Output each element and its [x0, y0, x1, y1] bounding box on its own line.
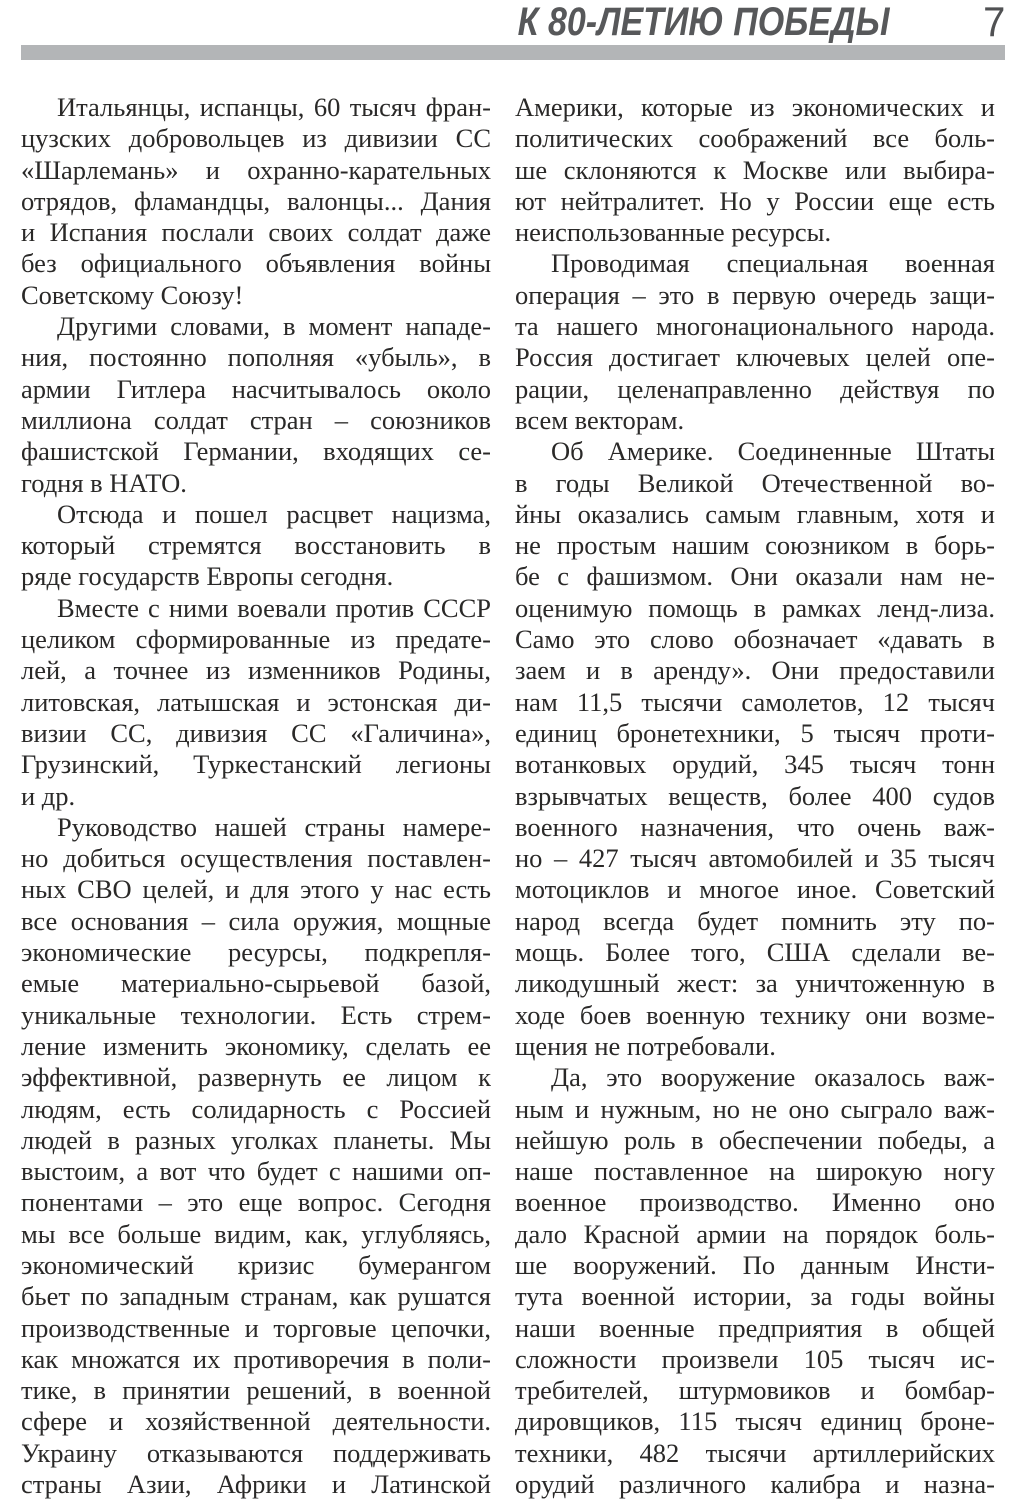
text-line: ных СВО целей, и для этого у нас есть: [21, 874, 491, 905]
text-line: оценимую помощь в рамках ленд-лиза.: [515, 592, 995, 623]
text-line: Вместе с ними воевали против СССР: [57, 592, 491, 623]
text-line: Грузинский, Туркестанский легионы: [21, 749, 491, 780]
text-line: операция – это в первую очередь защи-: [515, 279, 995, 310]
column-left: [21, 92, 491, 1500]
text-line: экономический кризис бумерангом: [21, 1249, 491, 1280]
text-line: политических соображений все боль-: [515, 123, 995, 154]
text-line: мотоциклов и многое иное. Советский: [515, 874, 995, 905]
text-line: Отсюда и пошел расцвет нацизма,: [57, 498, 491, 529]
text-line: тута военной истории, за годы войны: [515, 1281, 995, 1312]
text-line: эффективной, развернуть ее лицом к: [21, 1062, 491, 1093]
text-line: Украину отказываются поддерживать: [21, 1437, 491, 1468]
text-line: йны оказались самым главным, хотя и: [515, 498, 995, 529]
text-line: Руководство нашей страны намере-: [57, 811, 491, 842]
text-line: ют нейтралитет. Но у России еще есть: [515, 185, 995, 216]
text-line: экономические ресурсы, подкрепля-: [21, 937, 491, 968]
text-line: Итальянцы, испанцы, 60 тысяч фран-: [57, 92, 491, 122]
text-line: орудий различного калибра и назна-: [515, 1469, 995, 1500]
text-line: ше склоняются к Москве или выбира-: [515, 154, 995, 185]
text-line: ряде государств Европы сегодня.: [21, 561, 394, 592]
text-line: Об Америке. Соединенные Штаты: [551, 436, 995, 467]
text-line: Америки, которые из экономических и: [515, 92, 995, 122]
text-line: тике, в принятии решений, в военной: [21, 1375, 491, 1406]
article-body: [21, 92, 995, 1500]
text-line: сложности произвели 105 тысяч ис-: [515, 1343, 995, 1374]
text-line: сфере и хозяйственной деятельности.: [21, 1406, 491, 1437]
text-line: отрядов, фламандцы, валонцы... Дания: [21, 185, 491, 216]
text-line: ходе боев военную технику они возме-: [515, 999, 995, 1030]
text-line: мы все больше видим, как, углубляясь,: [21, 1218, 491, 1249]
text-line: визии СС, дивизия СС «Галичина»,: [21, 717, 491, 748]
text-line: Да, это вооружение оказалось важ-: [551, 1062, 995, 1093]
text-line: наши военные предприятия в общей: [515, 1312, 995, 1343]
text-line: производственные и торговые цепочки,: [21, 1312, 491, 1343]
text-line: рации, целенаправленно действуя по: [515, 373, 995, 404]
text-line: литовская, латышская и эстонская ди-: [21, 686, 491, 717]
text-line: цузских добровольцев из дивизии СС: [21, 123, 491, 154]
text-line: заем и в аренду». Они предоставили: [515, 655, 995, 686]
text-line: фашистской Германии, входящих се-: [21, 436, 491, 467]
text-line: взрывчатых веществ, более 400 судов: [515, 780, 995, 811]
text-line: нам 11,5 тысячи самолетов, 12 тысяч: [515, 686, 995, 717]
text-line: Само это слово обозначает «давать в: [515, 624, 995, 655]
text-line: Советскому Союзу!: [21, 279, 244, 310]
text-line: целиком сформированные из предате-: [21, 624, 491, 655]
text-line: щения не потребовали.: [515, 1030, 776, 1061]
text-line: бьет по западным странам, как рушатся: [21, 1281, 491, 1312]
text-line: армии Гитлера насчитывалось около: [21, 373, 491, 404]
text-line: выстоим, а вот что будет с нашими оп-: [21, 1156, 491, 1187]
text-line: уникальные технологии. Есть стрем-: [21, 999, 491, 1030]
page-header: [21, 0, 1005, 44]
text-line: без официального объявления войны: [21, 248, 491, 279]
column-right: [515, 92, 995, 1500]
text-line: техники, 482 тысячи артиллерийских: [515, 1437, 995, 1468]
text-line: миллиона солдат стран – союзников: [21, 404, 491, 435]
divider-bar: [21, 45, 1005, 60]
text-line: емые материально-сырьевой базой,: [21, 968, 491, 999]
text-line: людей в разных уголках планеты. Мы: [21, 1124, 491, 1155]
text-line: Проводимая специальная военная: [551, 248, 995, 279]
text-line: военного назначения, что очень важ-: [515, 811, 995, 842]
page-number: 7: [982, 0, 1005, 45]
text-line: страны Азии, Африки и Латинской: [21, 1469, 491, 1500]
text-line: ным и нужным, но не оно сыграло важ-: [515, 1093, 995, 1124]
text-line: нейшую роль в обеспечении победы, а: [515, 1124, 995, 1155]
text-line: не простым нашим союзником в борь-: [515, 530, 995, 561]
text-line: ше вооружений. По данным Инсти-: [515, 1249, 995, 1280]
text-line: который стремятся восстановить в: [21, 530, 491, 561]
text-line: но – 427 тысяч автомобилей и 35 тысяч: [515, 843, 995, 874]
text-line: но добиться осуществления поставлен-: [21, 843, 491, 874]
text-line: дало Красной армии на порядок боль-: [515, 1218, 995, 1249]
text-line: та нашего многонационального народа.: [515, 311, 995, 342]
text-line: ния, постоянно пополняя «убыль», в: [21, 342, 491, 373]
text-line: и Испания послали своих солдат даже: [21, 217, 491, 248]
text-line: наше поставленное на широкую ногу: [515, 1156, 995, 1187]
text-line: как множатся их противоречия в поли-: [21, 1343, 491, 1374]
text-line: народ всегда будет помнить эту по-: [515, 905, 995, 936]
text-line: требителей, штурмовиков и бомбар-: [515, 1375, 995, 1406]
text-line: годня в НАТО.: [21, 467, 187, 498]
text-line: людям, есть солидарность с Россией: [21, 1093, 491, 1124]
text-line: бе с фашизмом. Они оказали нам не-: [515, 561, 995, 592]
text-line: ликодушный жест: за уничтоженную в: [515, 968, 995, 999]
text-line: все основания – сила оружия, мощные: [21, 905, 491, 936]
text-line: лей, а точнее из изменников Родины,: [21, 655, 491, 686]
text-line: в годы Великой Отечественной во-: [515, 467, 995, 498]
text-line: ление изменить экономику, сделать ее: [21, 1030, 491, 1061]
text-line: понентами – это еще вопрос. Сегодня: [21, 1187, 491, 1218]
text-line: мощь. Более того, США сделали ве-: [515, 937, 995, 968]
text-line: дировщиков, 115 тысяч единиц броне-: [515, 1406, 995, 1437]
text-line: вотанковых орудий, 345 тысяч тонн: [515, 749, 995, 780]
section-title: К 80-ЛЕТИЮ ПОБЕДЫ: [517, 0, 890, 44]
text-line: неиспользованные ресурсы.: [515, 217, 832, 248]
text-line: всем векторам.: [515, 404, 685, 435]
text-line: Россия достигает ключевых целей опе-: [515, 342, 995, 373]
text-line: Другими словами, в момент нападе-: [57, 311, 491, 342]
text-line: военное производство. Именно оно: [515, 1187, 995, 1218]
text-line: «Шарлемань» и охранно-карательных: [21, 154, 491, 185]
text-line: единиц бронетехники, 5 тысяч проти-: [515, 717, 995, 748]
text-line: и др.: [21, 780, 76, 811]
